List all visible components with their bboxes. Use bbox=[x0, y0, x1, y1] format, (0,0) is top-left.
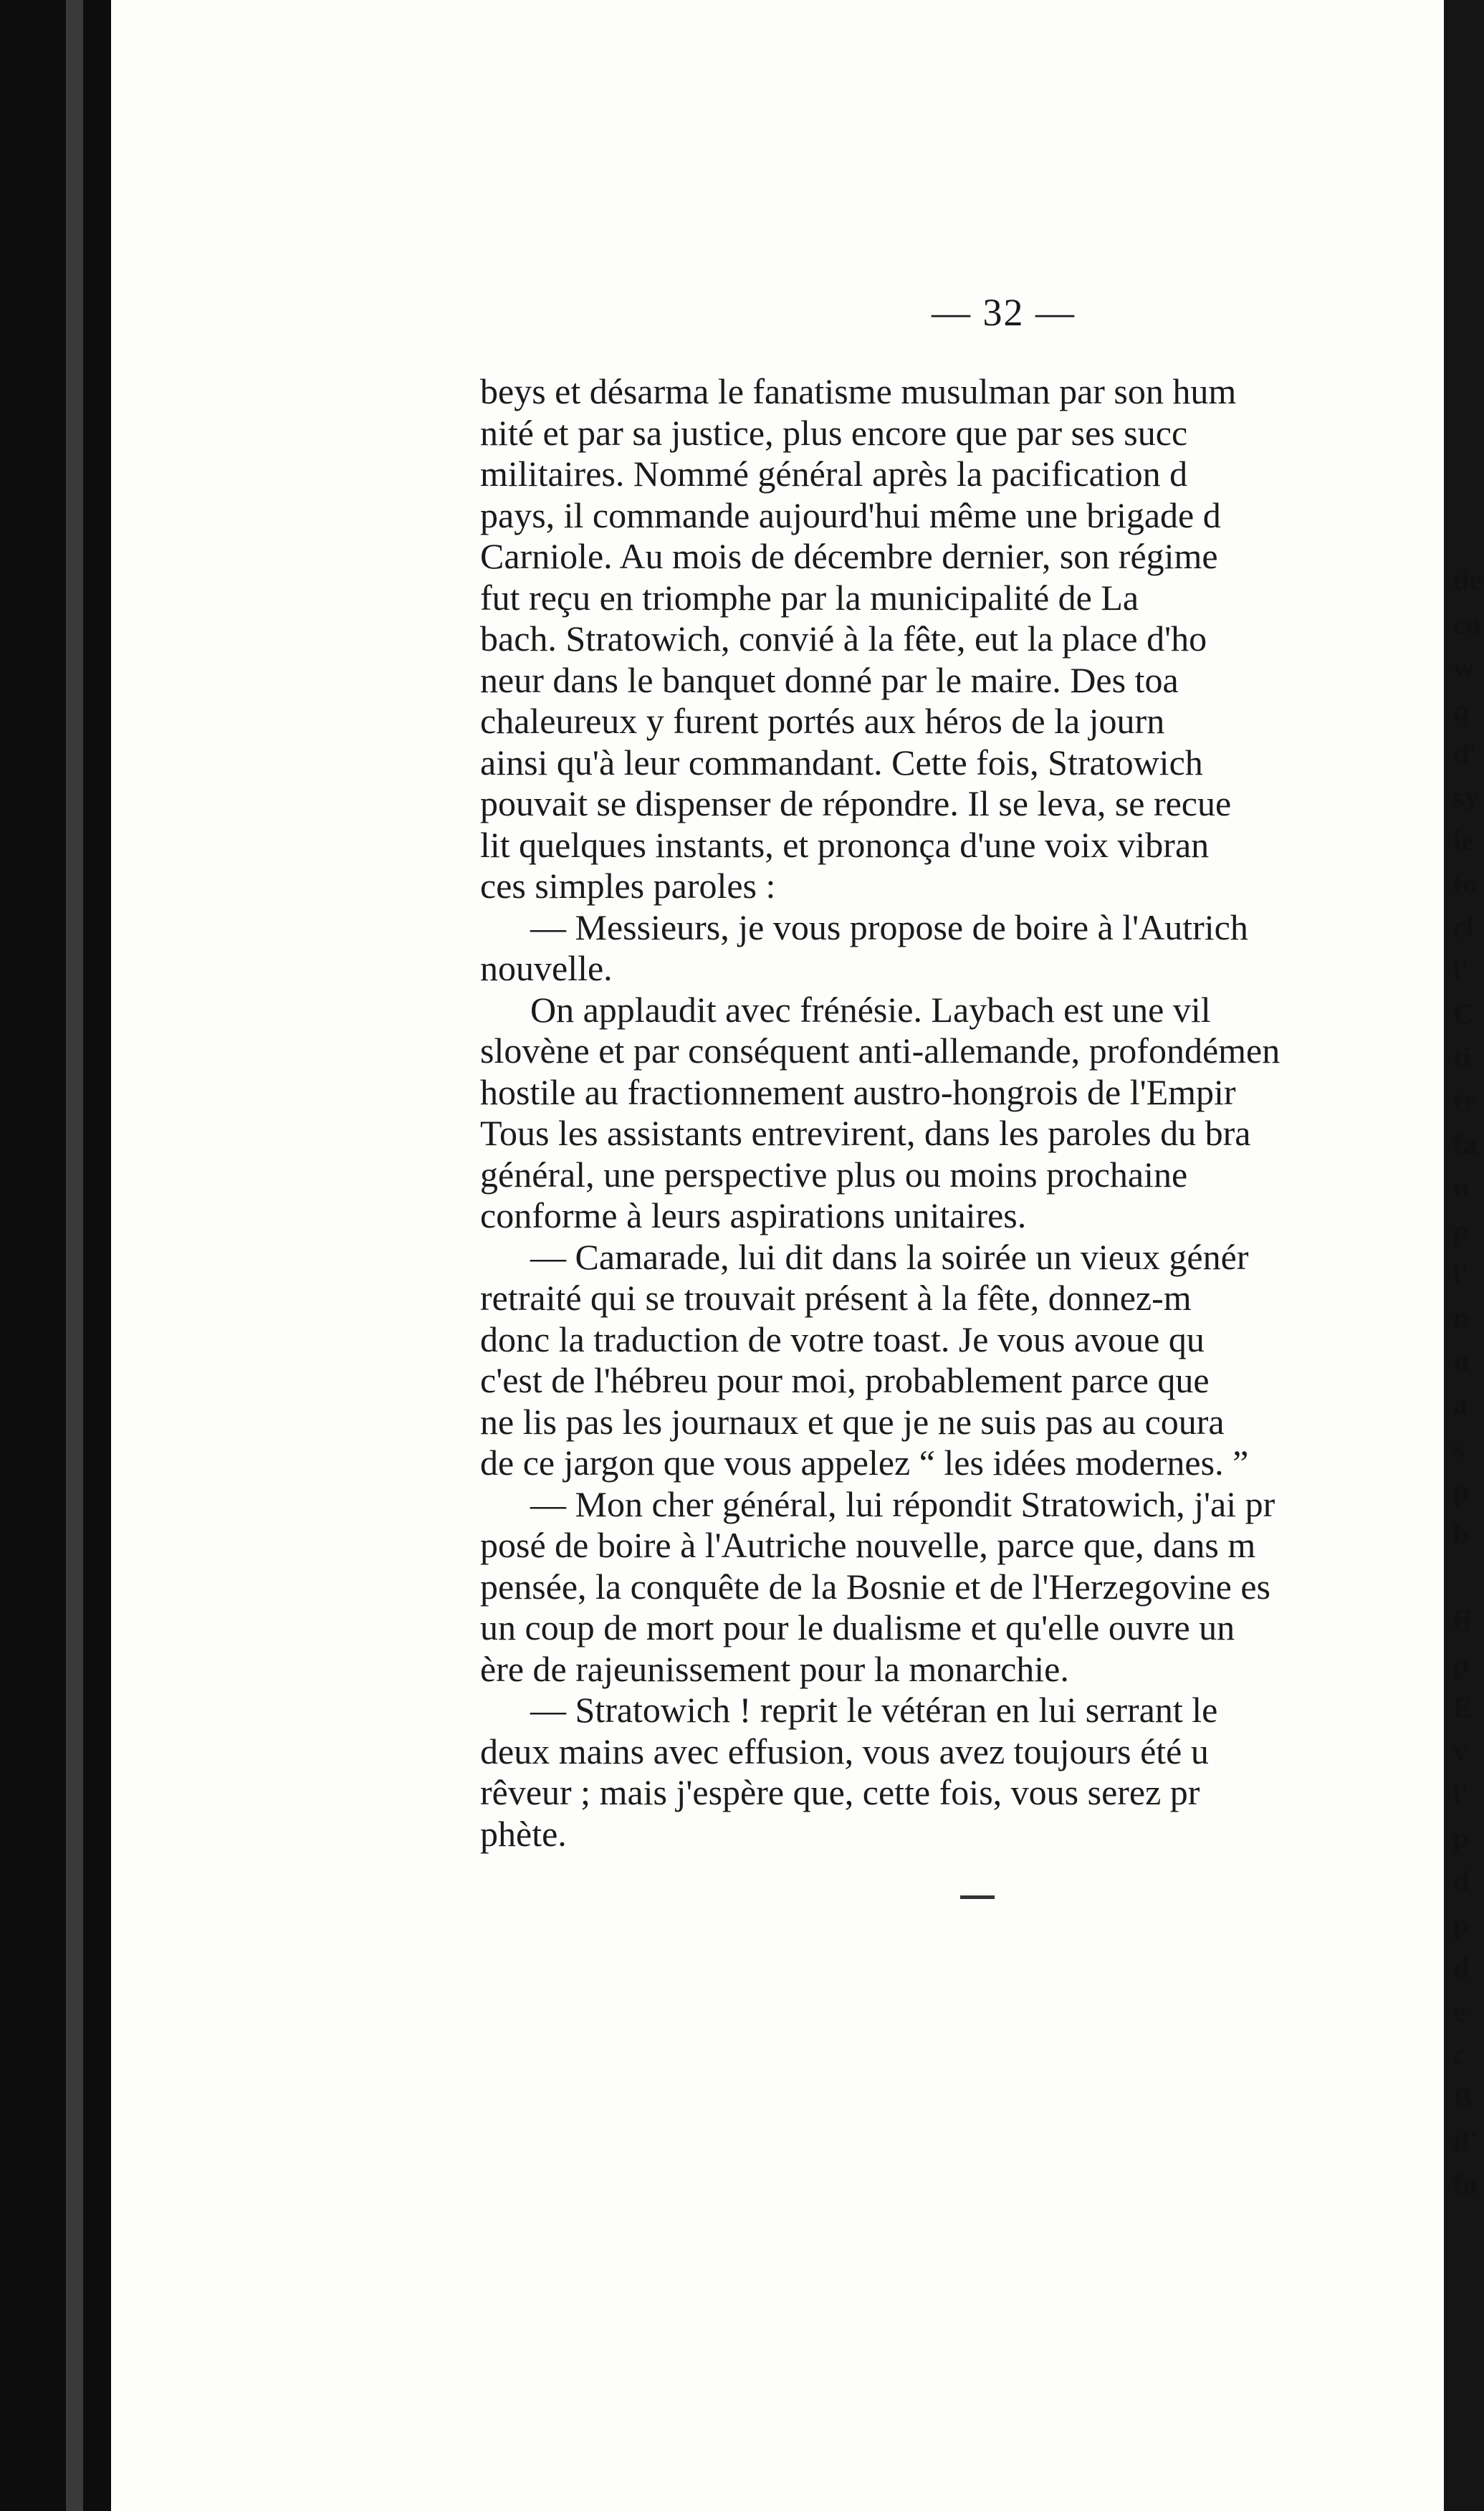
margin-fragment: a bbox=[1453, 1387, 1468, 1420]
margin-fragment: l' bbox=[1453, 1778, 1470, 1810]
margin-fragment: d' bbox=[1453, 737, 1478, 770]
text-line: ces simples paroles : bbox=[480, 866, 776, 906]
margin-fragment: cl bbox=[1453, 911, 1474, 943]
text-line: posé de boire à l'Autriche nouvelle, parce que, dans m bbox=[480, 1525, 1256, 1565]
text-line: Tous les assistants entrevirent, dans les paroles du bra bbox=[480, 1113, 1251, 1153]
margin-fragment: e bbox=[1453, 1994, 1466, 2027]
text-line: chaleureux y furent portés aux héros de la journ bbox=[480, 701, 1165, 741]
margin-fragment: le bbox=[1453, 824, 1474, 856]
text-line: donc la traduction de votre toast. Je vous avoue qu bbox=[480, 1319, 1205, 1359]
margin-fragment: q bbox=[1453, 694, 1470, 727]
text-line: On applaudit avec frénésie. Laybach est une vil bbox=[530, 989, 1211, 1030]
margin-fragment: de bbox=[1453, 564, 1482, 596]
text-line: ne lis pas les journaux et que je ne suis pas au coura bbox=[480, 1401, 1225, 1442]
text-line: pouvait se dispenser de répondre. Il se leva, se recue bbox=[480, 783, 1232, 823]
adjacent-page-fragments bbox=[1453, 559, 1484, 2206]
body-text bbox=[480, 371, 1451, 1855]
margin-fragment: B bbox=[1453, 2081, 1473, 2114]
margin-fragment: fo bbox=[1453, 867, 1478, 900]
margin-fragment: n bbox=[1453, 1301, 1470, 1334]
margin-fragment: p bbox=[1453, 1214, 1470, 1247]
scan-binding-edge bbox=[66, 0, 83, 2511]
margin-fragment: fi bbox=[1453, 1604, 1471, 1637]
text-line: conforme à leurs aspirations unitaires. bbox=[480, 1195, 1027, 1235]
text-line: phète. bbox=[480, 1813, 567, 1854]
margin-fragment: E bbox=[1453, 1691, 1473, 1723]
text-line: général, une perspective plus ou moins prochaine bbox=[480, 1154, 1188, 1195]
text-line: ainsi qu'à leur commandant. Cette fois, Stratowich bbox=[480, 742, 1203, 783]
margin-fragment: v bbox=[1453, 1734, 1468, 1767]
text-line: militaires. Nommé général après la pacification d bbox=[480, 454, 1188, 494]
text-line: — Camarade, lui dit dans la soirée un vieux génér bbox=[530, 1236, 1249, 1277]
text-line: de ce jargon que vous appelez “ les idées modernes. ” bbox=[480, 1443, 1249, 1483]
margin-fragment: ti bbox=[1453, 1041, 1471, 1073]
margin-fragment: d' bbox=[1453, 2125, 1478, 2157]
text-line: un coup de mort pour le dualisme et qu'elle ouvre un bbox=[480, 1607, 1235, 1647]
margin-fragment bbox=[1453, 1556, 1484, 1600]
text-line: deux mains avec effusion, vous avez toujours été u bbox=[480, 1731, 1209, 1771]
margin-fragment: fo bbox=[1453, 2168, 1478, 2201]
text-line: slovène et par conséquent anti-allemande, profondémen bbox=[480, 1030, 1280, 1071]
margin-fragment: fa bbox=[1453, 1127, 1478, 1160]
margin-fragment: l' bbox=[1453, 1258, 1470, 1290]
text-line: rêveur ; mais j'espère que, cette fois, vous serez pr bbox=[480, 1772, 1200, 1812]
text-line: Carniole. Au mois de décembre dernier, son régime bbox=[480, 536, 1218, 576]
margin-fragment: sy bbox=[1453, 780, 1479, 813]
margin-fragment: l' bbox=[1453, 954, 1470, 987]
text-line: nouvelle. bbox=[480, 948, 613, 988]
text-line: neur dans le banquet donné par le maire. Des toa bbox=[480, 659, 1179, 700]
margin-fragment: s bbox=[1453, 1431, 1465, 1463]
margin-fragment: n bbox=[1453, 1344, 1470, 1377]
text-line: pensée, la conquête de la Bosnie et de l'Herzegovine es bbox=[480, 1566, 1271, 1607]
text-line: ère de rajeunissement pour la monarchie. bbox=[480, 1648, 1069, 1689]
text-line: bach. Stratowich, convié à la fête, eut la place d'ho bbox=[480, 618, 1207, 659]
end-ornament bbox=[960, 1895, 995, 1899]
text-line: pays, il commande aujourd'hui même une brigade d bbox=[480, 494, 1221, 535]
margin-fragment: b bbox=[1453, 1518, 1470, 1550]
margin-fragment: d bbox=[1453, 1865, 1470, 1897]
text-line: — Stratowich ! reprit le vétéran en lui serrant le bbox=[530, 1690, 1218, 1730]
text-line: c'est de l'hébreu pour moi, probablement parce que bbox=[480, 1360, 1210, 1400]
text-line: fut reçu en triomphe par la municipalité de La bbox=[480, 577, 1139, 618]
margin-fragment: tr bbox=[1453, 1084, 1476, 1116]
margin-fragment: C bbox=[1453, 998, 1474, 1030]
text-line: lit quelques instants, et prononça d'une voix vibran bbox=[480, 824, 1210, 865]
margin-fragment: n bbox=[1453, 1171, 1470, 1203]
text-line: beys et désarma le fanatisme musulman par son hum bbox=[480, 371, 1237, 411]
text-line: retraité qui se trouvait présent à la fête, donnez-m bbox=[480, 1278, 1192, 1318]
text-line: hostile au fractionnement austro-hongrois de l'Empir bbox=[480, 1071, 1236, 1112]
margin-fragment: co bbox=[1453, 607, 1480, 640]
scan-left-border bbox=[0, 0, 111, 2511]
text-line: — Messieurs, je vous propose de boire à l'Autrich bbox=[530, 907, 1248, 947]
margin-fragment: w bbox=[1453, 651, 1474, 683]
text-line: nité et par sa justice, plus encore que par ses succ bbox=[480, 412, 1188, 453]
margin-fragment: p bbox=[1453, 1908, 1470, 1941]
margin-fragment: p bbox=[1453, 1647, 1470, 1680]
margin-fragment: p bbox=[1453, 1821, 1470, 1854]
margin-fragment: p bbox=[1453, 1474, 1470, 1507]
page-number: — 32 — bbox=[932, 291, 1076, 334]
margin-fragment: c bbox=[1453, 2038, 1466, 2070]
text-line: — Mon cher général, lui répondit Stratowich, j'ai pr bbox=[530, 1483, 1275, 1524]
margin-fragment: d bbox=[1453, 1951, 1470, 1984]
